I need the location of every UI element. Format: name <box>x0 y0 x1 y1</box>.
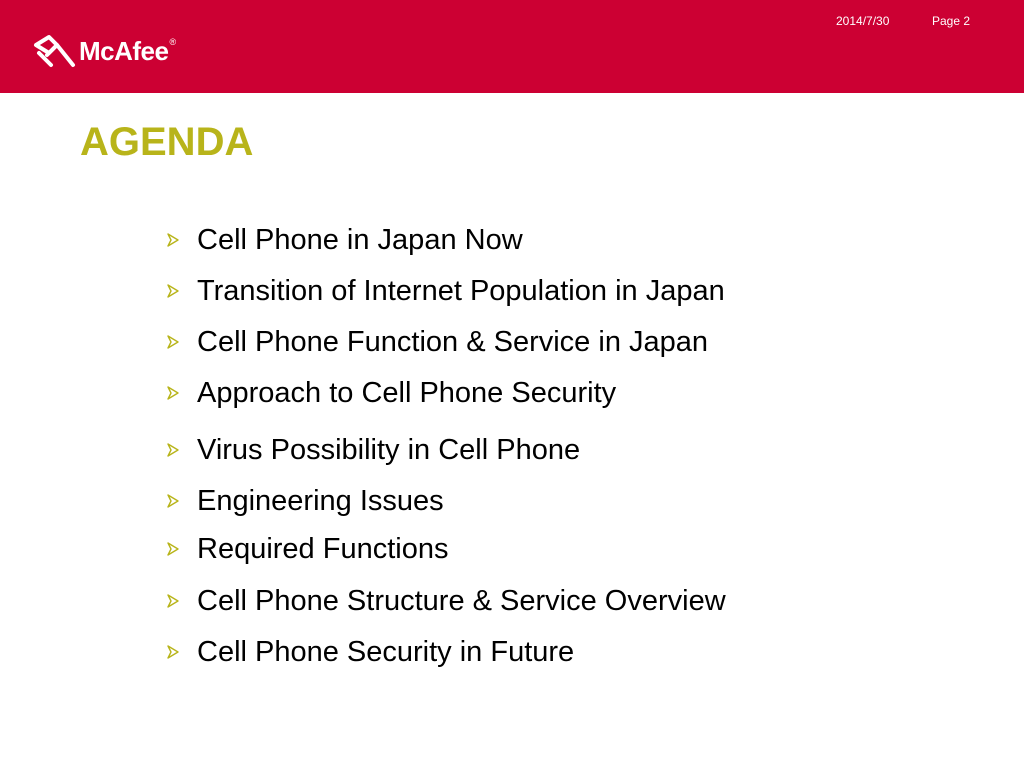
header-bar <box>0 0 1024 93</box>
arrow-bullet-icon <box>166 233 180 247</box>
registered-mark: ® <box>169 37 177 47</box>
arrow-bullet-icon <box>166 542 180 556</box>
arrow-bullet-icon <box>166 386 180 400</box>
brand-name: McAfee <box>79 35 169 66</box>
arrow-bullet-icon <box>166 494 180 508</box>
agenda-item-label: Required Functions <box>197 532 449 565</box>
mcafee-logo <box>33 31 176 71</box>
agenda-item-label: Virus Possibility in Cell Phone <box>197 433 581 466</box>
arrow-bullet-icon <box>166 443 180 457</box>
mcafee-shield-icon <box>33 31 77 71</box>
agenda-item <box>166 483 444 519</box>
agenda-item-label: Cell Phone Security in Future <box>197 635 575 668</box>
agenda-item <box>166 583 726 619</box>
page-number: Page 2 <box>932 14 971 28</box>
agenda-item <box>166 634 574 670</box>
agenda-item-label: Engineering Issues <box>197 484 444 517</box>
agenda-item <box>166 324 708 360</box>
agenda-item <box>166 222 523 258</box>
agenda-item <box>166 432 580 468</box>
arrow-bullet-icon <box>166 645 180 659</box>
agenda-item-label: Transition of Internet Population in Japan <box>197 274 725 307</box>
agenda-item <box>166 375 616 411</box>
agenda-item-label: Approach to Cell Phone Security <box>197 376 617 409</box>
arrow-bullet-icon <box>166 284 180 298</box>
agenda-item <box>166 531 448 567</box>
page-title: AGENDA <box>80 120 254 164</box>
agenda-item-label: Cell Phone Structure & Service Overview <box>197 584 726 617</box>
agenda-item-label: Cell Phone Function & Service in Japan <box>197 325 709 358</box>
agenda-item-label: Cell Phone in Japan Now <box>197 223 523 256</box>
arrow-bullet-icon <box>166 594 180 608</box>
slide-date: 2014/7/30 <box>836 14 890 28</box>
arrow-bullet-icon <box>166 335 180 349</box>
agenda-item <box>166 273 725 309</box>
